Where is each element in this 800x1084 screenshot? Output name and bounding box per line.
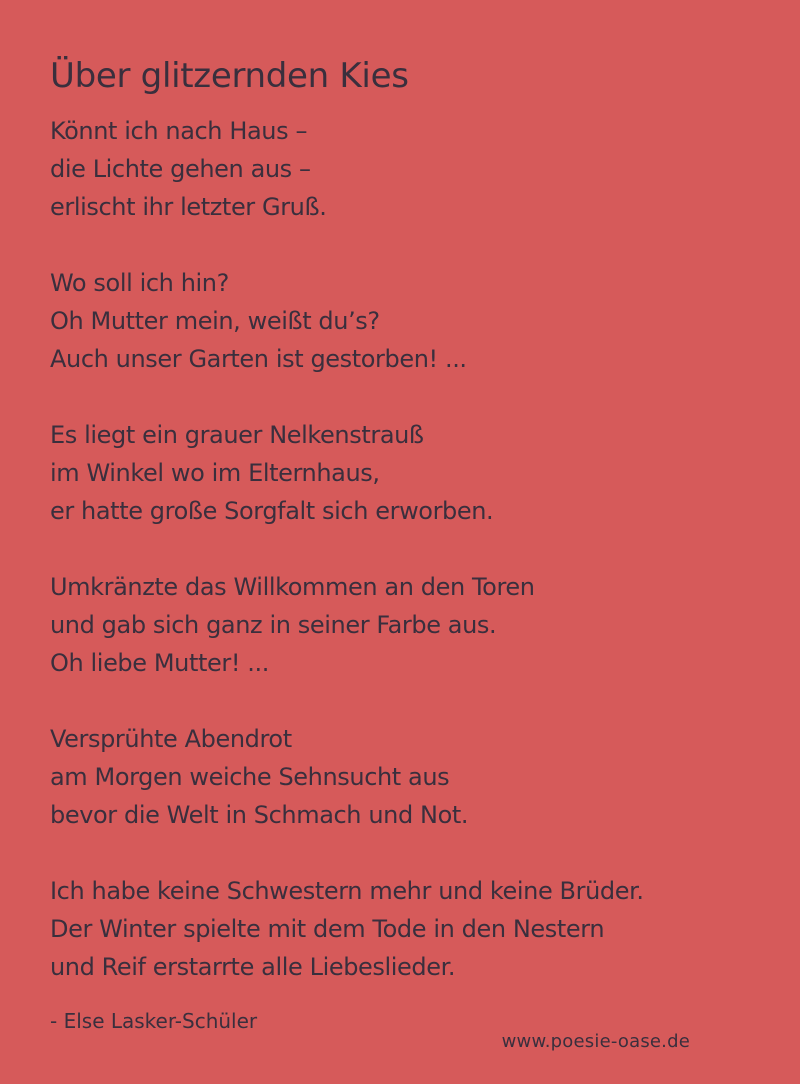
poem-line: Oh liebe Mutter! ... bbox=[50, 649, 269, 677]
poem-line: er hatte große Sorgfalt sich erworben. bbox=[50, 497, 494, 525]
poem-author: - Else Lasker-Schüler bbox=[50, 1009, 258, 1033]
poem-line: und Reif erstarrte alle Liebeslieder. bbox=[50, 953, 456, 981]
website-url: www.poesie-oase.de bbox=[501, 1031, 690, 1052]
poem-line: Ich habe keine Schwestern mehr und keine Brüder. bbox=[50, 877, 644, 905]
poem-line: Es liegt ein grauer Nelkenstrauß bbox=[50, 421, 424, 449]
poem-body bbox=[50, 112, 770, 1024]
poem-line: Wo soll ich hin? bbox=[50, 269, 229, 297]
poem-line: die Lichte gehen aus – bbox=[50, 155, 311, 183]
poem-line: Umkränzte das Willkommen an den Toren bbox=[50, 573, 535, 601]
stanza-6 bbox=[50, 872, 770, 986]
poem-line: und gab sich ganz in seiner Farbe aus. bbox=[50, 611, 497, 639]
stanza-4 bbox=[50, 568, 770, 682]
poem-line: bevor die Welt in Schmach und Not. bbox=[50, 801, 469, 829]
stanza-1 bbox=[50, 112, 770, 226]
poem-line: erlischt ihr letzter Gruß. bbox=[50, 193, 327, 221]
stanza-3 bbox=[50, 416, 770, 530]
poem-line: Der Winter spielte mit dem Tode in den Nestern bbox=[50, 915, 605, 943]
poem-line: im Winkel wo im Elternhaus, bbox=[50, 459, 380, 487]
poem-line: Auch unser Garten ist gestorben! ... bbox=[50, 345, 467, 373]
stanza-5 bbox=[50, 720, 770, 834]
poem-line: Könnt ich nach Haus – bbox=[50, 117, 308, 145]
poem-title: Über glitzernden Kies bbox=[50, 56, 409, 96]
stanza-2 bbox=[50, 264, 770, 378]
poem-line: am Morgen weiche Sehnsucht aus bbox=[50, 763, 450, 791]
poem-line: Versprühte Abendrot bbox=[50, 725, 292, 753]
poem-line: Oh Mutter mein, weißt du’s? bbox=[50, 307, 380, 335]
